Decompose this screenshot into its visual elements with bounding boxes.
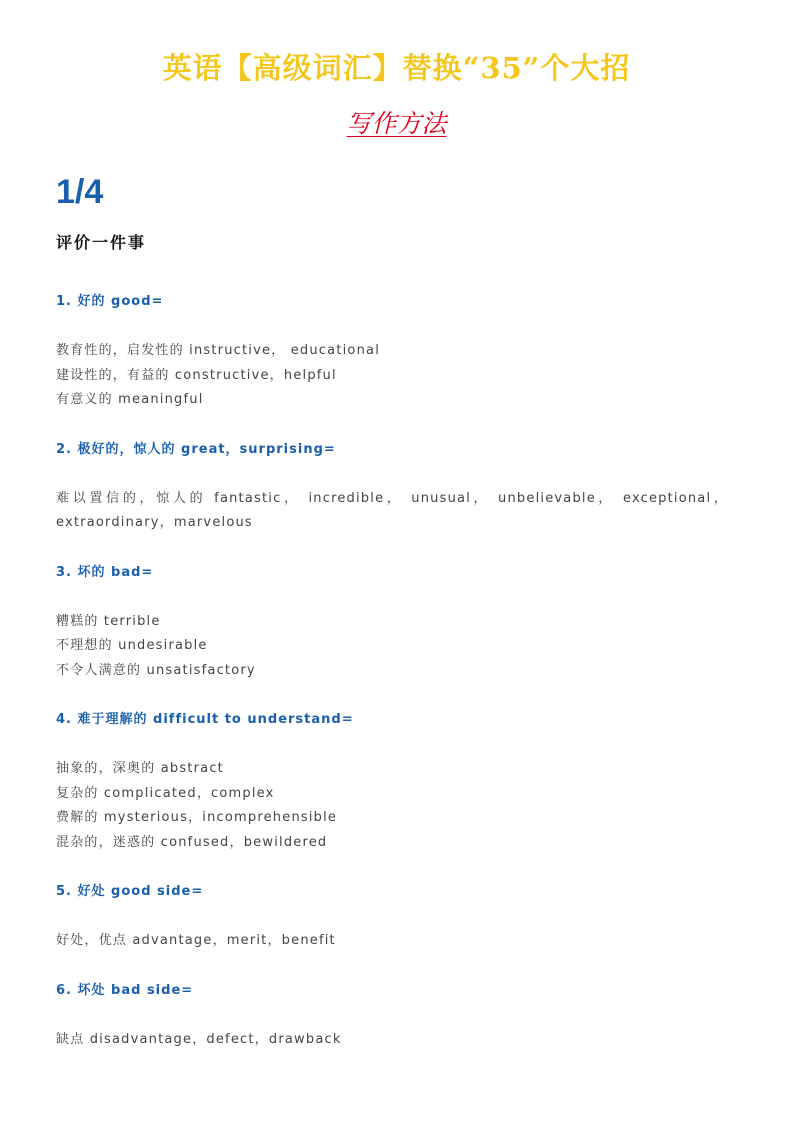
document-title: 英语【高级词汇】替换“35”个大招 (162, 51, 631, 85)
vocab-item-bad (56, 561, 736, 684)
vocab-item-bad-side (56, 979, 736, 1053)
item-heading: 6. 坏处 bad side= (56, 982, 194, 998)
document-subtitle (0, 106, 793, 145)
vocab-item-great (56, 438, 736, 536)
item-line: 混杂的，迷惑的 confused，bewildered (56, 834, 328, 850)
item-line: 教育性的，启发性的 instructive， educational (56, 343, 381, 358)
item-heading: 4. 难于理解的 difficult to understand= (56, 712, 354, 727)
item-line: extraordinary，marvelous (56, 515, 253, 530)
item-line: 不令人满意的 unsatisfactory (56, 662, 256, 678)
vocab-item-good-side (56, 880, 736, 954)
section-title: 评价一件事 (56, 233, 147, 252)
item-line: 糟糕的 terrible (56, 613, 161, 629)
vocab-item-good (56, 290, 736, 413)
subtitle-text: 写作方法 (346, 109, 447, 138)
vocabulary-list (56, 290, 736, 1077)
item-heading: 5. 好处 good side= (56, 884, 204, 899)
item-line: 有意义的 meaningful (56, 392, 204, 407)
item-line: 不理想的 undesirable (56, 638, 208, 653)
vocab-item-difficult (56, 708, 736, 855)
item-line: 复杂的 complicated，complex (56, 785, 275, 801)
item-heading: 1. 好的 good= (56, 294, 164, 309)
item-line: 难以置信的，惊人的 fantastic， incredible， unusual， unbelievable， exceptional， (56, 490, 728, 506)
item-line: 好处，优点 advantage，merit，benefit (56, 933, 336, 948)
item-line: 抽象的，深奥的 abstract (56, 761, 224, 776)
item-line: 费解的 mysterious，incomprehensible (56, 810, 338, 825)
item-heading: 2. 极好的，惊人的 great，surprising= (56, 441, 336, 457)
item-heading: 3. 坏的 bad= (56, 564, 154, 580)
item-line: 缺点 disadvantage，defect，drawback (56, 1031, 342, 1047)
page-number: 1/4 (56, 173, 104, 211)
item-line: 建设性的，有益的 constructive，helpful (56, 367, 337, 383)
